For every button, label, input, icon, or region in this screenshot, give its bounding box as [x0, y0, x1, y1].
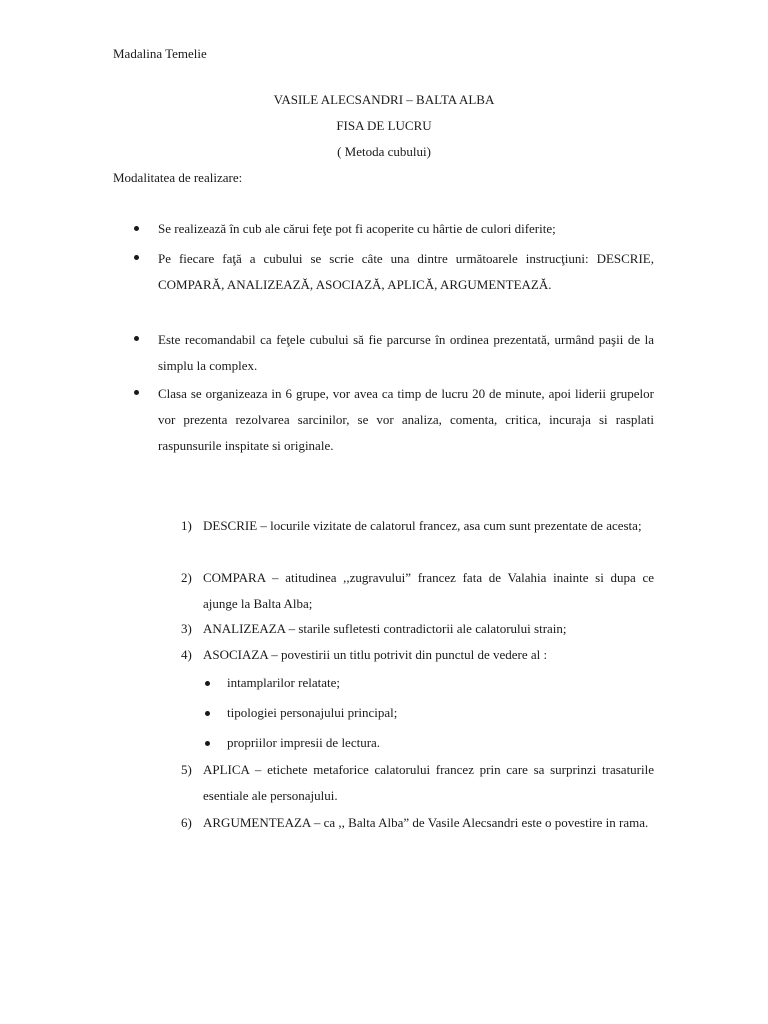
method-heading: Modalitatea de realizare:	[113, 170, 243, 185]
title-line-1: VASILE ALECSANDRI – BALTA ALBA	[273, 92, 495, 107]
task-text: ASOCIAZA – povestirii un titlu potrivit din punctul de vedere al :	[203, 647, 548, 662]
bullet-dot	[134, 390, 139, 395]
task-number: 3)	[181, 621, 192, 636]
bullet-dot	[134, 336, 139, 341]
bullet-item: Este recomandabil ca feţele cubului să fie parcurse în ordinea prezentată, urmând paşii de la simplu la complex.	[158, 332, 654, 373]
bullet-item: Se realizează în cub ale cărui feţe pot fi acoperite cu hârtie de culori diferite;	[158, 221, 556, 236]
bullet-dot	[134, 226, 139, 231]
author-name: Madalina Temelie	[113, 46, 207, 61]
bullet-dot	[134, 255, 139, 260]
sub-item: intamplarilor relatate;	[227, 675, 340, 690]
task-number: 4)	[181, 647, 192, 662]
document-title	[0, 92, 768, 108]
title-line-3: ( Metoda cubului)	[337, 144, 431, 159]
sub-bullet-dot	[205, 681, 210, 686]
task-text: ARGUMENTEAZA – ca ,, Balta Alba” de Vasile Alecsandri este o povestire in rama.	[203, 815, 649, 830]
bullet-item: Pe fiecare faţă a cubului se scrie câte una dintre următoarele instrucţiuni: DESCRIE, COMPARĂ, ANALIZEAZĂ, ASOCIAZĂ, APLICĂ, ARGUMENTEAZĂ.	[158, 251, 654, 292]
task-text: APLICA – etichete metaforice calatorului francez prin care sa surprinzi trasaturile esentiale ale personajului.	[203, 762, 654, 803]
title-line-2: FISA DE LUCRU	[336, 118, 432, 133]
bullet-item: Clasa se organizeaza in 6 grupe, vor avea ca timp de lucru 20 de minute, apoi liderii grupelor vor prezenta rezolvarea sarcinilor, se vor analiza, comenta, critica, incuraja si rasplati raspunsurile inspitate si originale.	[158, 386, 654, 453]
sub-item: propriilor impresii de lectura.	[227, 735, 381, 750]
task-number: 1)	[181, 518, 192, 533]
task-text: ANALIZEAZA – starile sufletesti contradictorii ale calatorului strain;	[203, 621, 567, 636]
task-number: 2)	[181, 570, 192, 585]
sub-bullet-dot	[205, 711, 210, 716]
task-text: DESCRIE – locurile vizitate de calatorul francez, asa cum sunt prezentate de acesta;	[203, 518, 642, 533]
document-method	[0, 144, 768, 160]
document-subtitle	[0, 118, 768, 134]
task-number: 6)	[181, 815, 192, 830]
sub-bullet-dot	[205, 741, 210, 746]
task-text: COMPARA – atitudinea ,,zugravului” francez fata de Valahia inainte si dupa ce ajunge la Balta Alba;	[203, 570, 654, 611]
task-number: 5)	[181, 762, 192, 777]
sub-item: tipologiei personajului principal;	[227, 705, 398, 720]
